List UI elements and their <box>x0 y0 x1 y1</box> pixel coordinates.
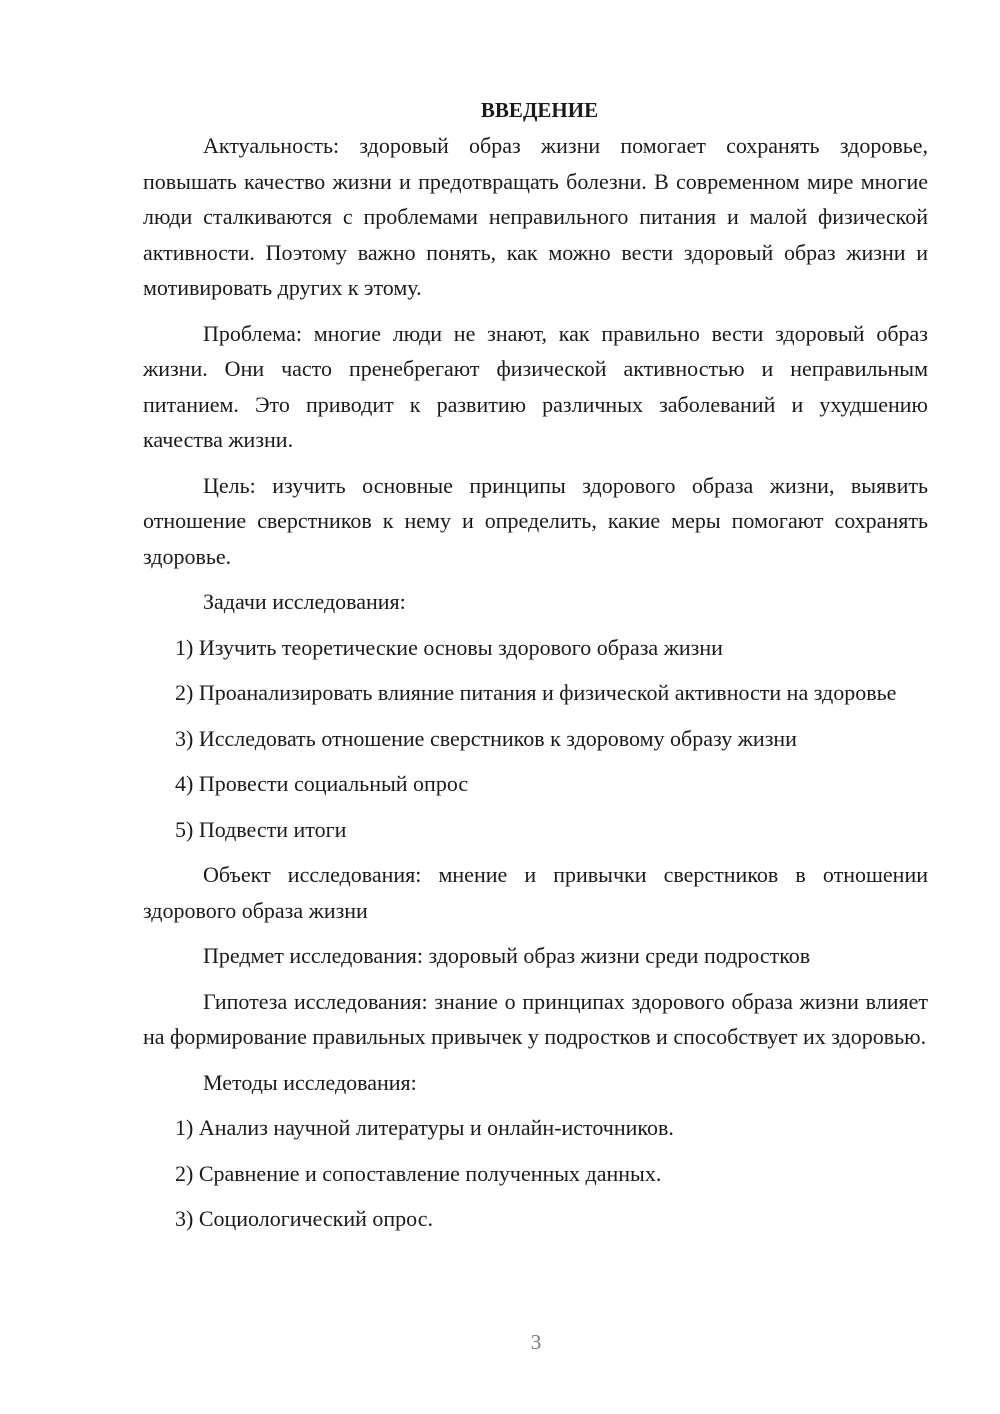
page-number: 3 <box>530 1330 542 1354</box>
relevance-paragraph: Актуальность: здоровый образ жизни помогает сохранять здоровье, повышать качество жизни и предотвращать болезни. В современном мире многие люди сталкиваются с проблемами неправильного питания и малой физической активности. Поэтому важно понять, как можно вести здоровый образ жизни и мотивировать других к этому. <box>143 133 928 300</box>
problem-paragraph: Проблема: многие люди не знают, как правильно вести здоровый образ жизни. Они часто пренебрегают физической активностью и неправильным питанием. Это приводит к развитию различных заболеваний и ухудшению качества жизни. <box>143 320 928 452</box>
object-paragraph: Объект исследования: мнение и привычки сверстников в отношении здорового образа жизни <box>143 862 928 923</box>
task-item-3: 3) Исследовать отношение сверстников к здоровому образу жизни <box>175 725 797 751</box>
method-item-3: 3) Социологический опрос. <box>175 1206 433 1231</box>
task-item-2: 2) Проанализировать влияние питания и физической активности на здоровье <box>175 680 897 705</box>
document-page <box>143 92 928 1237</box>
task-item-4: 4) Провести социальный опрос <box>175 771 469 796</box>
method-item-2: 2) Сравнение и сопоставление полученных данных. <box>175 1160 662 1186</box>
method-item-1: 1) Анализ научной литературы и онлайн-источников. <box>175 1115 674 1140</box>
goal-paragraph: Цель: изучить основные принципы здорового образа жизни, выявить отношение сверстников к нему и определить, какие меры помогают сохранять здоровье. <box>143 472 928 569</box>
task-item-5: 5) Подвести итоги <box>175 816 347 842</box>
subject-paragraph: Предмет исследования: здоровый образ жизни среди подростков <box>203 943 811 968</box>
tasks-heading: Задачи исследования: <box>203 589 406 614</box>
section-title: ВВЕДЕНИЕ <box>480 98 599 122</box>
methods-heading: Методы исследования: <box>203 1069 417 1095</box>
task-item-1: 1) Изучить теоретические основы здорового образа жизни <box>175 634 723 660</box>
hypothesis-paragraph: Гипотеза исследования: знание о принципах здорового образа жизни влияет на формирование правильных привычек у подростков и способствует их здоровью. <box>143 988 928 1049</box>
